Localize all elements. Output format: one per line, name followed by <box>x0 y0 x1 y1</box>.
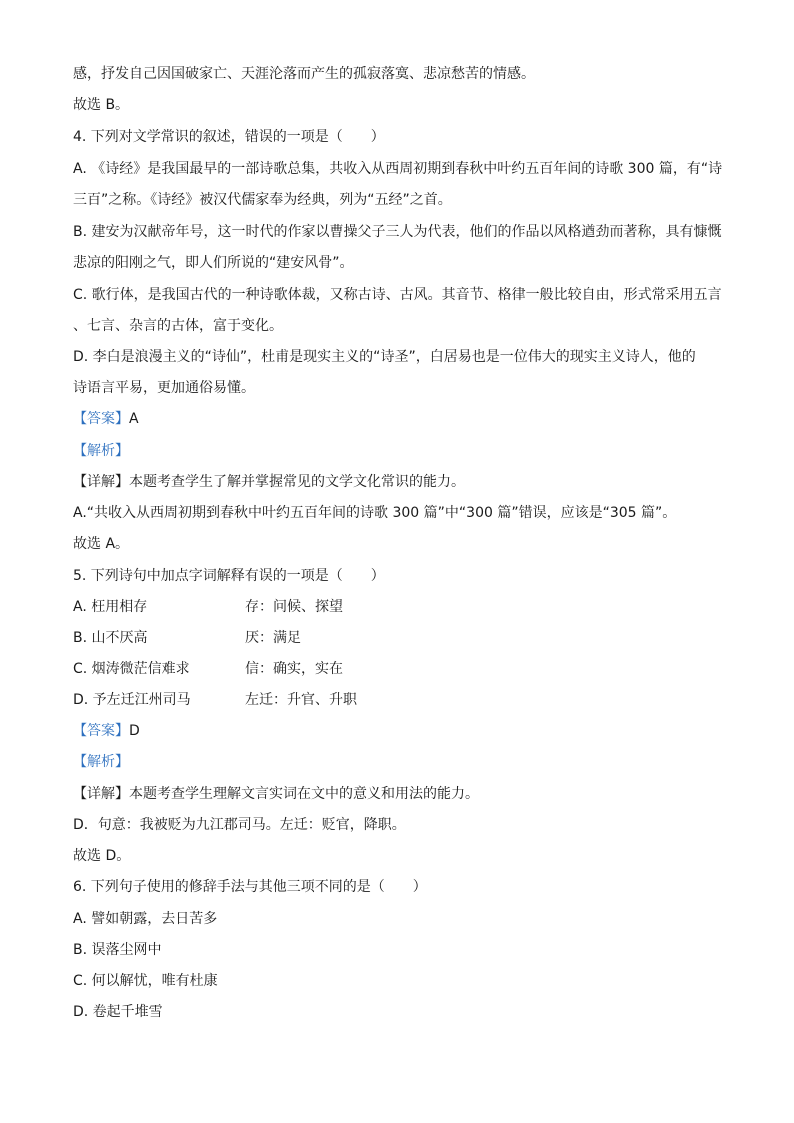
question-4-choose: 故选 A。 <box>73 536 130 552</box>
question-5-option-c <box>73 659 733 679</box>
question-4-analysis <box>73 441 733 461</box>
question-5-stem: 5. 下列诗句中加点字词解释有误的一项是（ ） <box>73 568 385 584</box>
analysis-tag: 【解析】 <box>73 443 129 459</box>
question-4-option-b-line-1: B. 建安为汉献帝年号，这一时代的作家以曹操父子三人为代表，他们的作品以风格遒劲而著称，具有慷慨 <box>73 224 722 240</box>
detail-text: 本题考查学生了解并掌握常见的文学文化常识的能力。 <box>129 474 465 490</box>
detail-tag: 【详解】 <box>73 786 129 802</box>
answer-value: D <box>129 723 140 739</box>
continued-text-line: 感，抒发自己因国破家亡、天涯沦落而产生的孤寂落寞、悲凉愁苦的情感。 <box>73 66 535 82</box>
question-5-analysis <box>73 752 733 772</box>
answer-value: A <box>129 411 139 427</box>
question-4-option-d-line-1: D. 李白是浪漫主义的“诗仙”，杜甫是现实主义的“诗圣”，白居易也是一位伟大的现实主义诗人，他的 <box>73 349 696 365</box>
question-4-option-d-line-2: 诗语言平易，更加通俗易懂。 <box>73 380 255 396</box>
question-6-stem: 6. 下列句子使用的修辞手法与其他三项不同的是（ ） <box>73 879 427 895</box>
analysis-tag: 【解析】 <box>73 754 129 770</box>
option-text: B. 山不厌高 <box>73 630 148 646</box>
question-5-option-d <box>73 690 733 710</box>
answer-tag: 【答案】 <box>73 723 129 739</box>
option-text: A. 枉用相存 <box>73 599 148 615</box>
option-gloss: 左迁：升官、升职 <box>245 692 357 708</box>
choose-line: 故选 B。 <box>73 97 130 113</box>
question-5-option-b <box>73 628 733 648</box>
question-5-detail <box>73 784 733 804</box>
question-6-option-d: D. 卷起千堆雪 <box>73 1004 163 1020</box>
detail-text: 本题考查学生理解文言实词在文中的意义和用法的能力。 <box>129 786 479 802</box>
question-5-option-a <box>73 597 733 617</box>
question-4-detail <box>73 472 733 492</box>
question-4-option-a-line-1: A. 《诗经》是我国最早的一部诗歌总集，共收入从西周初期到春秋中叶约五百年间的诗歌 300 篇，有“诗 <box>73 161 723 177</box>
question-4-explanation: A.“共收入从西周初期到春秋中叶约五百年间的诗歌 300 篇”中“300 篇”错误，应该是“305 篇”。 <box>73 505 677 521</box>
question-5-answer <box>73 721 733 741</box>
detail-tag: 【详解】 <box>73 474 129 490</box>
question-4-option-c-line-1: C. 歌行体，是我国古代的一种诗歌体裁，又称古诗、古风。其音节、格律一般比较自由，形式常采用五言 <box>73 287 722 303</box>
option-text: C. 烟涛微茫信难求 <box>73 661 190 677</box>
question-4-option-b-line-2: 悲凉的阳刚之气，即人们所说的“建安风骨”。 <box>73 255 354 271</box>
option-gloss: 信：确实，实在 <box>245 661 343 677</box>
question-4-option-c-line-2: 、七言、杂言的古体，富于变化。 <box>73 318 283 334</box>
question-5-choose: 故选 D。 <box>73 848 131 864</box>
answer-tag: 【答案】 <box>73 411 129 427</box>
option-gloss: 厌：满足 <box>245 630 301 646</box>
question-6-option-b: B. 误落尘网中 <box>73 942 162 958</box>
question-4-answer <box>73 409 733 429</box>
question-6-option-a: A. 譬如朝露，去日苦多 <box>73 911 218 927</box>
question-4-stem: 4. 下列对文学常识的叙述，错误的一项是（ ） <box>73 129 385 145</box>
option-gloss: 存：问候、探望 <box>245 599 343 615</box>
question-5-explanation: D．句意：我被贬为九江郡司马。左迁：贬官，降职。 <box>73 817 406 833</box>
question-4-option-a-line-2: 三百”之称。《诗经》被汉代儒家奉为经典，列为“五经”之首。 <box>73 192 452 208</box>
question-6-option-c: C. 何以解忧，唯有杜康 <box>73 973 218 989</box>
option-text: D. 予左迁江州司马 <box>73 692 191 708</box>
